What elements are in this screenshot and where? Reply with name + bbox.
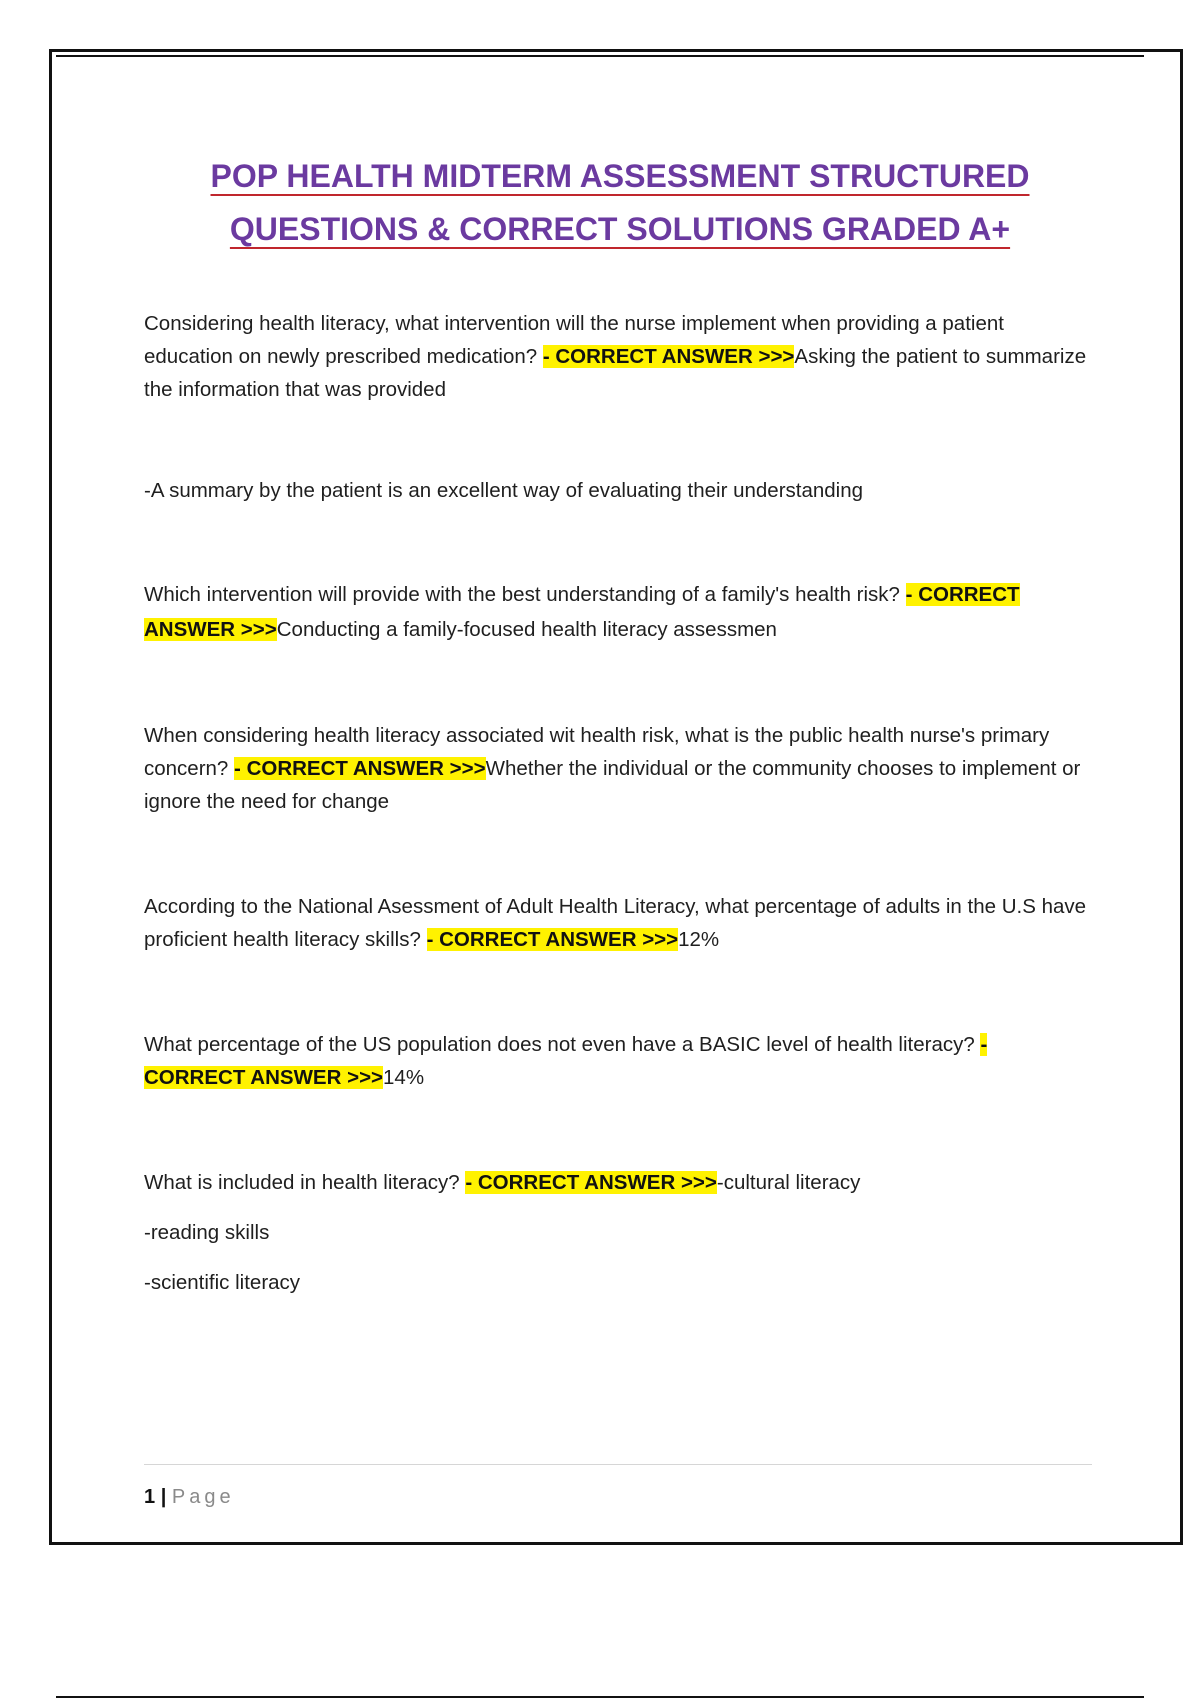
bottom-rule (56, 1696, 1144, 1698)
correct-answer-marker: - CORRECT ANSWER >>> (426, 928, 679, 951)
qa-item-6 (144, 1166, 1094, 1199)
answer-text: Conducting a family-focused health literacy assessmen (276, 618, 777, 641)
question-text: When considering health literacy associated wit health risk, what is the public health nurse's primary concern? (144, 724, 1050, 780)
page-label: Page (171, 1486, 235, 1508)
correct-answer-marker: - CORRECT ANSWER >>> (234, 757, 486, 780)
question-text: Which intervention will provide with the best understanding of a family's health risk? (144, 583, 900, 606)
question-text: What percentage of the US population does not even have a BASIC level of health literacy? (144, 1033, 975, 1056)
correct-answer-marker: - CORRECT ANSWER >>> (144, 1033, 988, 1089)
title-line-2: QUESTIONS & CORRECT SOLUTIONS GRADED A+ (229, 211, 1011, 247)
answer-list-item: -scientific literacy (144, 1271, 301, 1294)
qa-item-2 (144, 577, 1094, 647)
question-text: Considering health literacy, what intervention will the nurse implement when providing a patient education on newly prescribed medication? (144, 312, 1004, 368)
qa-item-1 (144, 307, 1094, 406)
answer-text: -cultural literacy (716, 1171, 861, 1194)
qa-item-4 (144, 890, 1094, 956)
document-body (144, 307, 1094, 1299)
answer-text: 12% (678, 928, 720, 951)
document-title (100, 150, 1140, 256)
qa-item-5 (144, 1028, 1094, 1094)
correct-answer-marker: - CORRECT ANSWER >>> (465, 1171, 717, 1194)
correct-answer-marker: - CORRECT ANSWER >>> (144, 583, 1020, 641)
footer-rule (144, 1464, 1092, 1465)
page-footer (144, 1486, 235, 1509)
answer-text: 14% (383, 1066, 425, 1089)
footer-separator: | (160, 1486, 167, 1508)
answer-text: Asking the patient to summarize the information that was provided (144, 345, 1087, 401)
qa-item-3 (144, 719, 1094, 818)
question-text: According to the National Asessment of Adult Health Literacy, what percentage of adults in the U.S have proficient health literacy skills? (144, 895, 1087, 951)
answer-rationale: -A summary by the patient is an excellent way of evaluating their understanding (144, 479, 864, 502)
question-text: What is included in health literacy? (144, 1171, 460, 1194)
page-number: 1 (144, 1486, 156, 1508)
answer-list-item: -reading skills (144, 1221, 270, 1244)
correct-answer-marker: - CORRECT ANSWER >>> (542, 345, 795, 368)
title-line-1: POP HEALTH MIDTERM ASSESSMENT STRUCTURED (210, 158, 1030, 194)
answer-text: Whether the individual or the community chooses to implement or ignore the need for change (144, 757, 1081, 813)
